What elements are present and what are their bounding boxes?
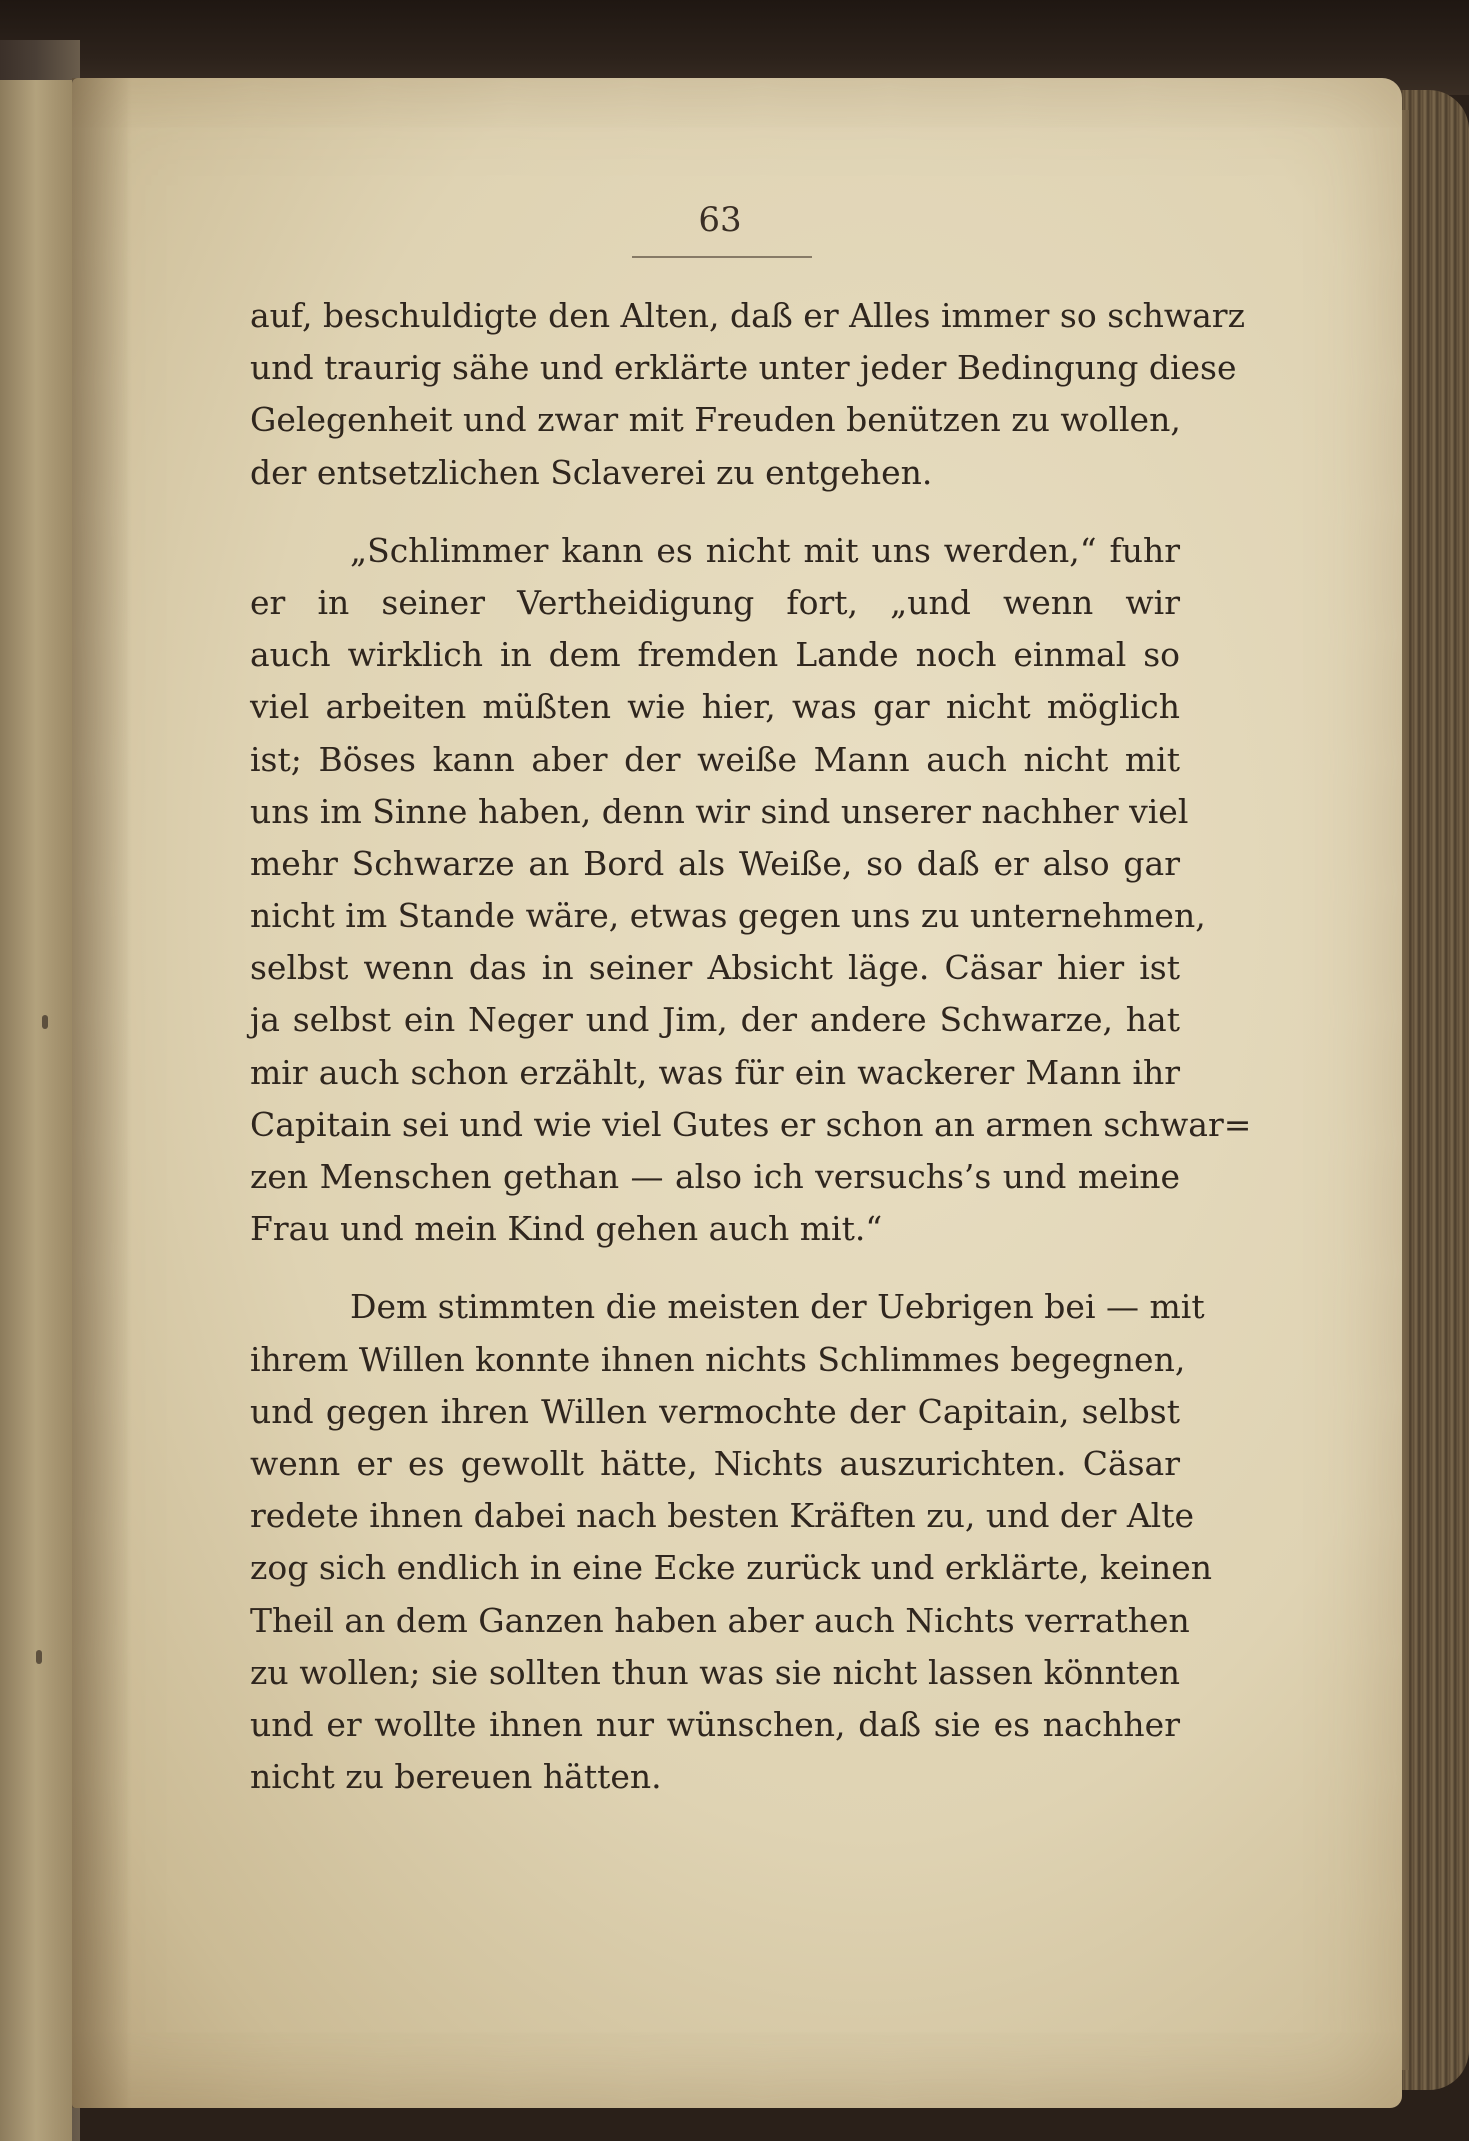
text-line: zen Menschen gethan — also ich versuchs’s und meine <box>250 1157 1180 1196</box>
text-line: Dem stimmten die meisten der Uebrigen bei — mit <box>350 1287 1205 1327</box>
text-line: Gelegenheit und zwar mit Freuden benützen zu wollen, <box>250 400 1181 440</box>
text-line: Frau und mein Kind gehen auch mit.“ <box>250 1209 883 1249</box>
text-line: zu wollen; sie sollten thun was sie nicht lassen könnten <box>250 1652 1180 1692</box>
text-line: er in seiner Vertheidigung fort, „und wenn wir <box>250 582 1180 622</box>
text-line: ja selbst ein Neger und Jim, der andere Schwarze, hat <box>250 1000 1180 1040</box>
text-line: Capitain sei und wie viel Gutes er schon an armen schwar= <box>250 1104 1252 1144</box>
text-line: selbst wenn das in seiner Absicht läge. Cäsar hier ist <box>250 948 1180 988</box>
paragraph-gap <box>250 499 1180 525</box>
margin-speck <box>36 1650 42 1664</box>
gutter-shadow <box>72 78 132 2108</box>
text-line: mehr Schwarze an Bord als Weiße, so daß er also gar <box>250 843 1180 883</box>
body-text <box>250 290 1252 1803</box>
text-line: zog sich endlich in eine Ecke zurück und erklärte, keinen <box>250 1548 1213 1588</box>
facing-page-edge <box>0 80 72 2141</box>
text-line: redete ihnen dabei nach besten Kräften zu, und der Alte <box>250 1496 1195 1536</box>
text-line: und er wollte ihnen nur wünschen, daß sie es nachher <box>250 1704 1180 1744</box>
text-line: mir auch schon erzählt, was für ein wackerer Mann ihr <box>250 1052 1180 1092</box>
paragraph-gap <box>250 1255 1180 1281</box>
margin-speck <box>42 1015 48 1029</box>
text-line: Theil an dem Ganzen haben aber auch Nichts verrathen <box>250 1600 1190 1640</box>
text-line: viel arbeiten müßten wie hier, was gar nicht möglich <box>250 687 1180 727</box>
text-line: ihrem Willen konnte ihnen nichts Schlimmes begegnen, <box>250 1339 1186 1379</box>
text-line: und gegen ihren Willen vermochte der Capitain, selbst <box>250 1391 1180 1431</box>
text-line: wenn er es gewollt hätte, Nichts auszurichten. Cäsar <box>250 1443 1180 1483</box>
text-line: nicht im Stande wäre, etwas gegen uns zu unternehmen, <box>250 896 1206 936</box>
text-line: uns im Sinne haben, denn wir sind unserer nachher viel <box>250 791 1189 831</box>
text-line: auch wirklich in dem fremden Lande noch einmal so <box>250 635 1180 675</box>
text-line: „Schlimmer kann es nicht mit uns werden,“ fuhr <box>350 530 1180 570</box>
text-line: nicht zu bereuen hätten. <box>250 1757 662 1797</box>
text-line: und traurig sähe und erklärte unter jeder Bedingung diese <box>250 348 1237 388</box>
page-number: 63 <box>698 200 742 240</box>
text-line: der entsetzlichen Sclaverei zu entgehen. <box>250 452 933 492</box>
text-line: ist; Böses kann aber der weiße Mann auch nicht mit <box>250 739 1180 779</box>
page-number-rule <box>632 256 812 258</box>
text-line: auf, beschuldigte den Alten, daß er Alles immer so schwarz <box>250 296 1245 335</box>
